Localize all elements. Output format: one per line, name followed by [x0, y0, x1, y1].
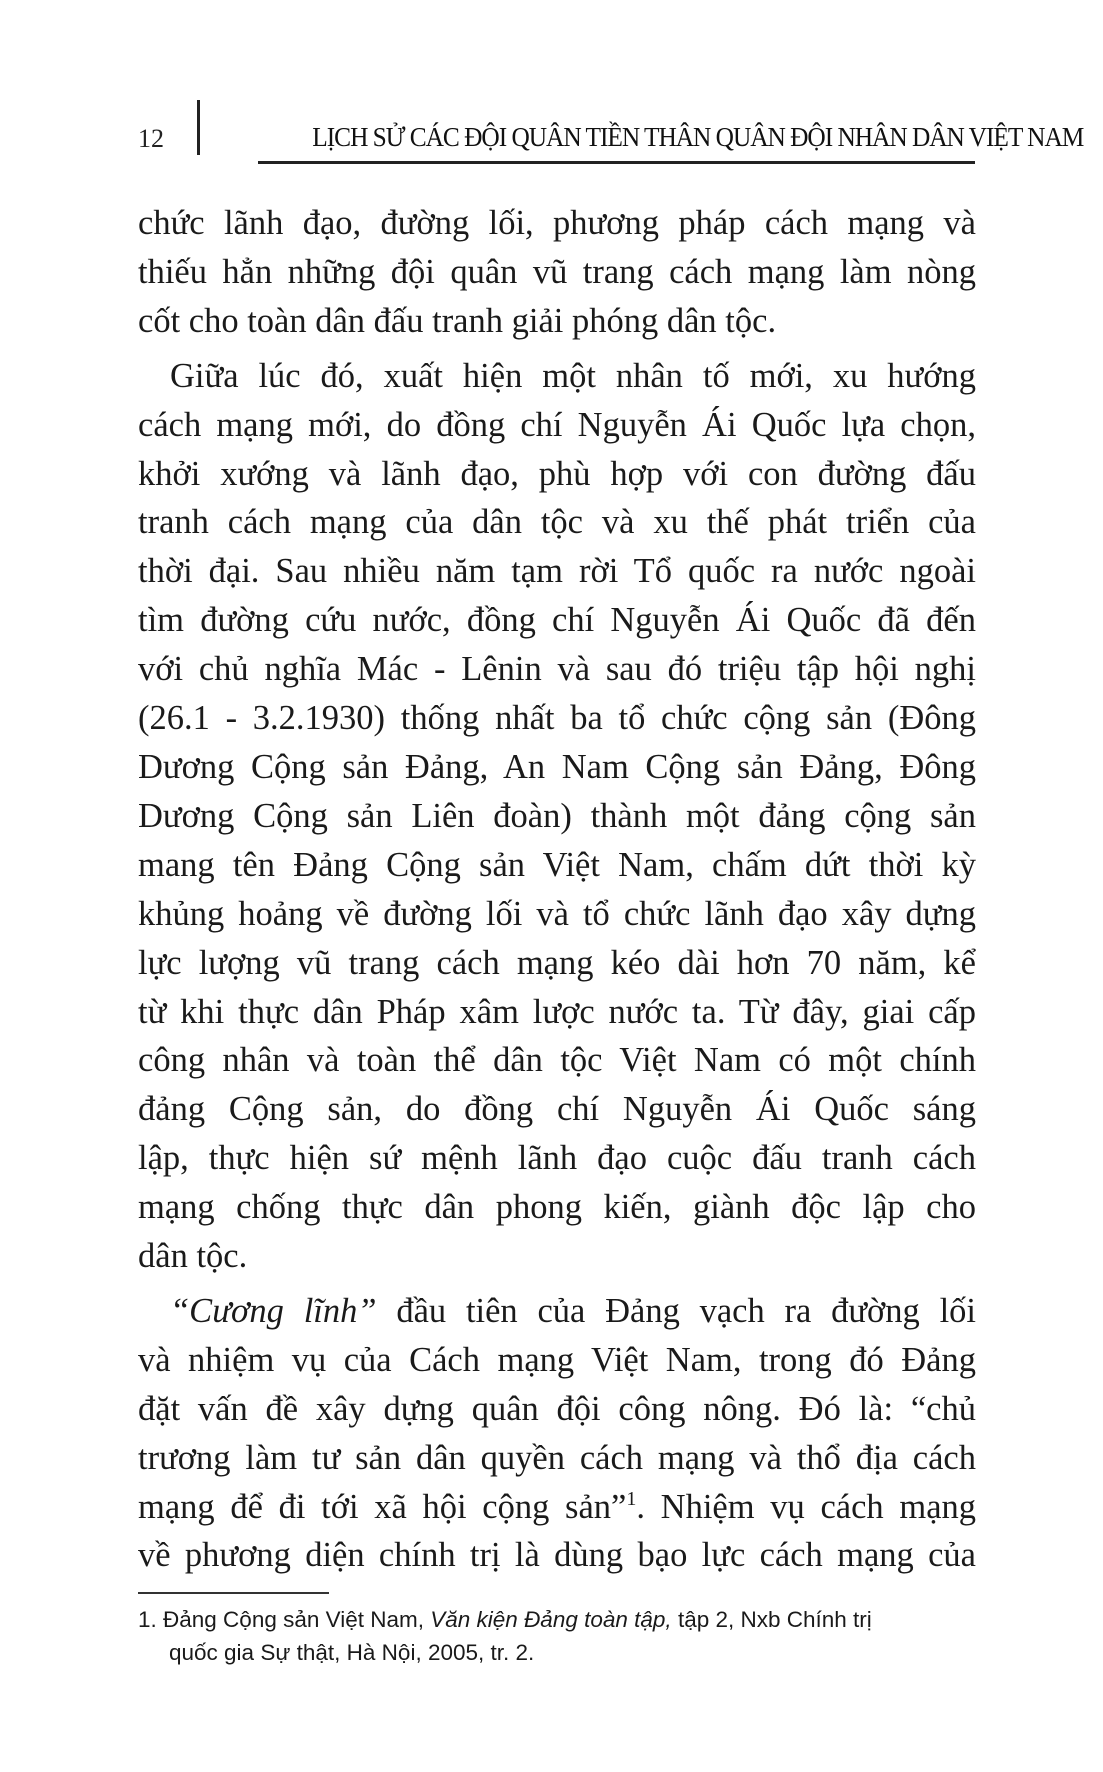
text-line: và nhiệm vụ của Cách mạng Việt Nam, trong đó Đảng — [138, 1340, 976, 1379]
text-line: chức lãnh đạo, đường lối, phương pháp cách mạng và — [138, 204, 976, 242]
footnote-line: quốc gia Sự thật, Hà Nội, 2005, tr. 2. — [169, 1640, 535, 1665]
cuong-linh-italic: “Cương lĩnh” — [170, 1291, 377, 1330]
text-line: Dương Cộng sản Đảng, An Nam Cộng sản Đảng, Đông — [138, 747, 976, 786]
text-run: đầu tiên của Đảng vạch ra đường lối — [376, 1291, 976, 1330]
footnote-separator — [138, 1592, 329, 1594]
text-line: dân tộc. — [138, 1237, 248, 1276]
text-line — [138, 1287, 976, 1336]
footnote-author: Đảng Cộng sản Việt Nam, — [156, 1607, 431, 1632]
text-line: mạng chống thực dân phong kiến, giành độc lập cho — [138, 1188, 976, 1227]
footnote-number: 1. — [138, 1607, 157, 1632]
footnote — [138, 1603, 976, 1669]
text-line: thiếu hẳn những đội quân vũ trang cách mạng làm nòng — [138, 252, 976, 291]
running-title: LỊCH SỬ CÁC ĐỘI QUÂN TIỀN THÂN QUÂN ĐỘI NHÂN DÂN VIỆT NAM — [312, 122, 1084, 152]
footnote-title: Văn kiện Đảng toàn tập, — [430, 1607, 672, 1632]
body-text — [138, 199, 976, 1586]
page-number: 12 — [138, 124, 164, 153]
text-line: về phương diện chính trị là dùng bạo lực cách mạng của — [138, 1536, 976, 1575]
header-horizontal-rule — [258, 161, 975, 164]
footnote-text: tập 2, Nxb Chính trị — [671, 1607, 872, 1632]
text-line: thời đại. Sau nhiều năm tạm rời Tổ quốc ra nước ngoài — [138, 552, 976, 591]
text-line: Giữa lúc đó, xuất hiện một nhân tố mới, xu hướng — [170, 356, 976, 395]
paragraph-3 — [138, 1287, 976, 1580]
text-line: mang tên Đảng Cộng sản Việt Nam, chấm dứt thời kỳ — [138, 845, 976, 884]
text-line: lập, thực hiện sứ mệnh lãnh đạo cuộc đấu tranh cách — [138, 1139, 976, 1178]
text-line: khởi xướng và lãnh đạo, phù hợp với con đường đấu — [138, 454, 976, 493]
text-line: tranh cách mạng của dân tộc và xu thế phát triển của — [138, 503, 976, 542]
text-line: lực lượng vũ trang cách mạng kéo dài hơn 70 năm, kể — [138, 943, 976, 982]
text-line: với chủ nghĩa Mác - Lênin và sau đó triệu tập hội nghị — [138, 650, 976, 689]
text-line: tìm đường cứu nước, đồng chí Nguyễn Ái Quốc đã đến — [138, 601, 976, 640]
text-line: đảng Cộng sản, do đồng chí Nguyễn Ái Quốc sáng — [138, 1090, 976, 1129]
text-line: (26.1 - 3.2.1930) thống nhất ba tổ chức cộng sản (Đông — [138, 699, 976, 738]
paragraph-1 — [138, 199, 976, 346]
footnote-reference: 1 — [626, 1487, 637, 1510]
header-vertical-rule — [197, 100, 200, 155]
text-line — [138, 1483, 976, 1532]
text-line: Dương Cộng sản Liên đoàn) thành một đảng cộng sản — [138, 796, 976, 835]
text-line: đặt vấn đề xây dựng quân đội công nông. Đó là: “chủ — [138, 1389, 976, 1428]
text-line: khủng hoảng về đường lối và tổ chức lãnh đạo xây dựng — [138, 894, 976, 933]
footnote-line — [138, 1603, 976, 1636]
text-line: cách mạng mới, do đồng chí Nguyễn Ái Quốc lựa chọn, — [138, 405, 976, 444]
text-line: trương làm tư sản dân quyền cách mạng và thổ địa cách — [138, 1438, 976, 1477]
text-run: . Nhiệm vụ cách mạng — [636, 1487, 977, 1526]
text-line: từ khi thực dân Pháp xâm lược nước ta. Từ đây, giai cấp — [138, 992, 976, 1031]
text-line: cốt cho toàn dân đấu tranh giải phóng dân tộc. — [138, 301, 777, 340]
text-run: mạng để đi tới xã hội cộng sản” — [138, 1487, 627, 1526]
paragraph-2 — [138, 352, 976, 1281]
text-line: công nhân và toàn thể dân tộc Việt Nam có một chính — [138, 1041, 976, 1080]
